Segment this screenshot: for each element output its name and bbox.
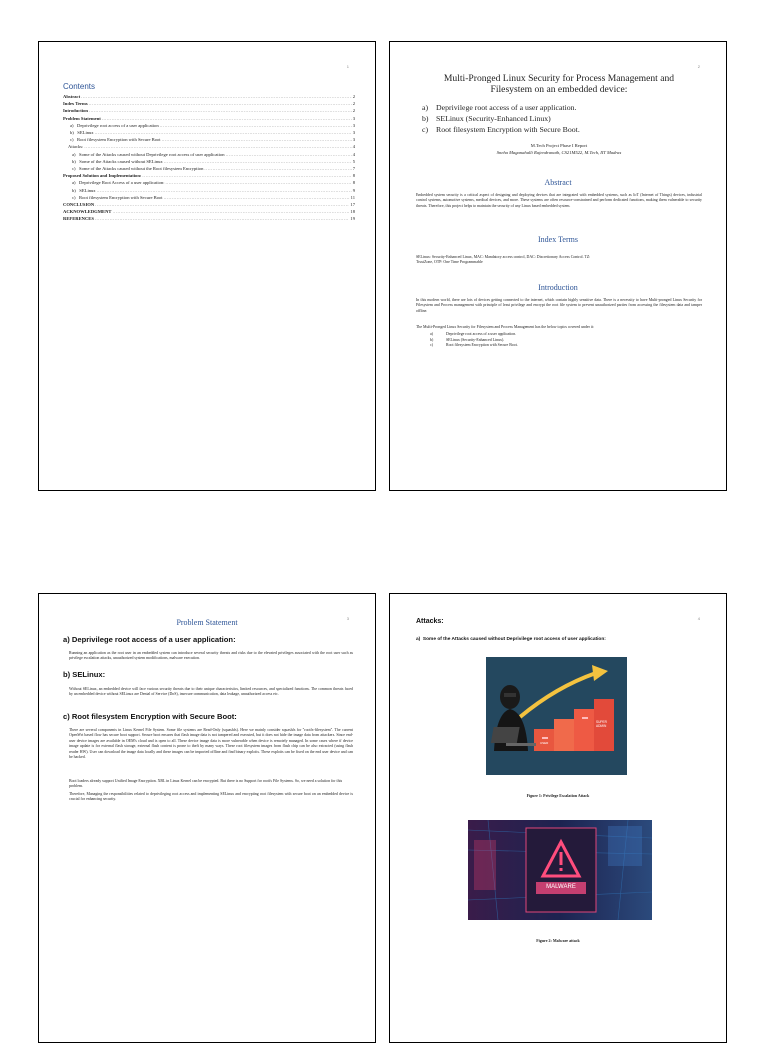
figure-label-admin-text: ADMIN — [596, 724, 607, 728]
introduction-para-1: In this modern world, there are lots of devices getting connected to the internet, which contain highly sensitive data. There is a necessity to have Multi-pronged Linux Security for Filesystem and Process management with principle of least privilege and encrypt the root file system to prevent unauthorized parties from accessing the filesystem data and tamper offline. — [416, 298, 702, 313]
section-c-title: c) Root filesystem Encryption with Secure Boot: — [63, 712, 237, 721]
toc-entry-page: 18 — [350, 209, 355, 215]
figure-1-caption: Figure 1: Privilege Escalation Attack — [526, 793, 590, 798]
list-text: SELinux (Security-Enhanced Linux) — [436, 114, 551, 123]
toc-entry-page: 3 — [352, 115, 355, 121]
toc-entry[interactable] — [63, 93, 355, 100]
list-marker: b) — [422, 114, 429, 123]
list-marker: b) — [430, 337, 434, 342]
introduction-heading: Introduction — [538, 283, 578, 292]
toc-entry-title: b) SELinux — [72, 187, 96, 193]
list-marker: c) — [430, 343, 434, 348]
index-terms-text: SELinux: Security-Enhanced Linux, MAC: Mandatory access control, DAC: Discretionary Access Control. TZ: TrustZone, OTP: One Time Programmable — [416, 255, 591, 265]
toc-leader-dots — [160, 122, 352, 129]
paper-title — [404, 73, 714, 95]
toc-entry[interactable] — [63, 158, 355, 165]
figure-label-admin — [596, 720, 607, 728]
list-item — [422, 102, 712, 113]
toc-entry-page: 4 — [352, 151, 355, 157]
toc-entry-title: Problem Statement — [63, 115, 101, 121]
toc-entry[interactable] — [63, 187, 355, 194]
list-item — [422, 113, 712, 124]
toc-leader-dots — [164, 194, 350, 201]
page-problem-statement — [38, 593, 376, 1043]
toc-entry[interactable] — [63, 136, 355, 143]
list-text: Root filesystem Encryption with Secure Boot. — [446, 343, 518, 348]
figure-2-caption: Figure 2: Malware attack — [536, 938, 580, 943]
toc-leader-dots — [204, 165, 351, 172]
toc-entry-title: a) Deprivilege root access of a user application — [70, 122, 159, 128]
toc-entry-title: c) Some of the Attacks caused without the Root filesystem Encryption — [72, 166, 204, 172]
toc-entry-page: 5 — [352, 158, 355, 164]
toc-entry-page: 17 — [350, 202, 355, 208]
toc-entry[interactable] — [63, 151, 355, 158]
toc-entry-title: c) Root filesystem Encryption with Secure Boot — [70, 137, 161, 143]
author-line: Sneha Maganahalli Rajendranath, CS21M522, M.Tech, IIT Madras — [496, 149, 622, 155]
problem-statement-heading: Problem Statement — [176, 618, 238, 627]
malware-label: MALWARE — [546, 884, 576, 890]
introduction-para-2: The Multi-Pronged Linux Security for Filesystem and Process Management has the below topics covered under it: — [416, 325, 595, 329]
toc-entry[interactable] — [63, 172, 355, 179]
toc-leader-dots — [84, 143, 351, 150]
page-number: 2 — [697, 64, 700, 69]
toc-entry-title: c) Root filesystem Encryption with Secure Boot — [72, 194, 163, 200]
toc-leader-dots — [97, 187, 352, 194]
section-a-text: Running an application as the root user in an embedded system can introduce several security threats and risks due to the elevated privileges associated with the root user such as privilege escalation attacks, unauthorized system modifications, malware execution. — [69, 651, 353, 661]
toc-entry-page: 3 — [352, 130, 355, 136]
toc-entry[interactable] — [63, 143, 355, 150]
list-marker: c) — [422, 125, 429, 134]
toc-entry[interactable] — [63, 129, 355, 136]
toc-entry[interactable] — [63, 115, 355, 122]
list-text: Root filesystem Encryption with Secure Boot. — [436, 125, 580, 134]
toc-title: Contents — [63, 82, 96, 91]
page-title-abstract — [389, 41, 727, 491]
page-number: 4 — [697, 616, 700, 621]
list-text: SELinux (Security-Enhanced Linux). — [446, 337, 505, 342]
introduction-list — [430, 332, 518, 349]
toc-entry-page: 8 — [352, 180, 355, 186]
malware-illustration — [468, 820, 652, 920]
toc-entry[interactable] — [63, 100, 355, 107]
toc-entry-title: a) Some of the Attacks caused without Deprivilege root access of user application — [72, 151, 225, 157]
toc-leader-dots — [162, 136, 352, 143]
attacks-heading: Attacks: — [416, 618, 444, 625]
toc-entry-page: 9 — [352, 187, 355, 193]
toc-leader-dots — [226, 151, 352, 158]
toc-leader-dots — [164, 158, 352, 165]
toc-entry-title: Index Terms — [63, 101, 88, 107]
toc-entry-page: 3 — [352, 122, 355, 128]
privilege-escalation-illustration — [486, 657, 627, 775]
list-marker: a) — [422, 103, 429, 112]
toc-entry-title: b) Some of the Attacks caused without SELinux — [72, 158, 163, 164]
toc-entry[interactable] — [63, 165, 355, 172]
list-text: Deprivilege root access of a user application. — [436, 103, 577, 112]
toc-entry-page: 2 — [352, 101, 355, 107]
section-c-para-3: Therefore, Managing the responsibilities related to deprivileging root access and implementing SELinux and encrypting root filesystem with secure boot on an embedded device is crucial for enhancing security. — [69, 792, 353, 802]
table-of-contents — [63, 82, 355, 223]
section-a-title: a) Deprivilege root access of a user application: — [63, 635, 236, 644]
page-contents — [38, 41, 376, 491]
toc-entry[interactable] — [63, 208, 355, 215]
toc-entry-page: 19 — [350, 216, 355, 222]
toc-entry-page: 7 — [352, 166, 355, 172]
toc-leader-dots — [81, 93, 352, 100]
paper-title-line1: Multi-Pronged Linux Security for Process Management and — [443, 73, 675, 84]
section-c-para-2: Boot loaders already support Unified Image Encryption. XBL in Linux Kernel can be encrypted. But there is no Support for rootfs File Systems. So, we need a solution for this problem. — [69, 779, 343, 789]
toc-entry-page: 8 — [352, 173, 355, 179]
toc-leader-dots — [165, 179, 351, 186]
toc-entry-page: 11 — [350, 194, 355, 200]
malware-figure — [468, 820, 652, 920]
toc-leader-dots — [89, 107, 352, 114]
page-attacks — [389, 593, 727, 1043]
section-c-para-1: There are several components in Linux Kernel File System. Some file systems are Read-Only (squashfs). Here we mainly consider squashfs for "rootfs-filesystem". The current OpenWrt based flow has secure boot support. Secure boot ensures that flash image data is not tampered and executed, but it does not hide the image data from attackers. Since end-user device images are available in OEM's cloud and is open to all. These device image data is more vulnerable when device is remotely managed. In some cases where if device image update is for external flash storage, external flash content is prone to theft by many ways. These root filesystem images from flash chip can be also extracted (using flash reader HW). User can download the image data locally and these images can be imported offline and find binary exploits. These exploits can be fixed on the end user device and can be hacked. — [69, 728, 353, 760]
toc-entry-page: 4 — [352, 144, 355, 150]
toc-entry-page: 2 — [352, 94, 355, 99]
toc-entry-page: 2 — [352, 108, 355, 114]
toc-leader-dots — [142, 172, 351, 179]
privilege-escalation-figure — [486, 657, 627, 775]
list-item — [422, 124, 712, 135]
toc-leader-dots — [102, 115, 352, 122]
author-block — [400, 143, 718, 156]
toc-entry[interactable] — [63, 179, 355, 186]
section-b-title: b) SELinux: — [63, 670, 106, 679]
report-line: M.Tech Project Phase I Report — [530, 143, 588, 148]
attacks-subheading: a) Some of the Attacks caused without Deprivilege root access of user application: — [416, 637, 606, 642]
toc-entry-title: b) SELinux — [70, 130, 94, 136]
toc-entry-page: 3 — [352, 137, 355, 143]
toc-entry-title: a) Deprivilege Root Access of a user application: — [72, 180, 165, 186]
index-terms-heading: Index Terms — [538, 235, 578, 244]
toc-entry[interactable] — [63, 215, 355, 222]
page-number: 3 — [346, 616, 349, 621]
toc-leader-dots — [89, 100, 352, 107]
toc-list — [63, 93, 355, 223]
toc-leader-dots — [113, 208, 350, 215]
toc-entry[interactable] — [63, 194, 355, 201]
toc-leader-dots — [95, 201, 349, 208]
topic-list — [422, 102, 712, 135]
list-item — [430, 343, 518, 349]
toc-leader-dots — [95, 129, 352, 136]
figure-label-user: USER — [540, 741, 549, 745]
toc-entry-title: Abstract — [63, 94, 81, 99]
list-text: Deprivilege root access of a user application. — [446, 332, 517, 336]
page-number: 1 — [346, 64, 349, 69]
list-marker: a) — [430, 332, 434, 336]
toc-entry[interactable] — [63, 201, 355, 208]
abstract-heading: Abstract — [544, 178, 572, 187]
toc-leader-dots — [95, 215, 350, 222]
toc-entry[interactable] — [63, 122, 355, 129]
toc-entry-title: REFERENCES — [63, 216, 94, 222]
toc-entry-title: CONCLUSION — [63, 202, 95, 208]
toc-entry-title: Introduction — [63, 108, 88, 114]
abstract-text: Embedded system security is a critical aspect of designing and deploying devices that are integrated with embedded systems, such as IoT (Internet of Things) devices, industrial control systems, automotive systems, medical devices, and more. These systems are often resource-constrained and perform dedicated functions, making them vulnerable to security threats. Therefore, this project helps to maintain the security of any Linux based embedded system. — [416, 193, 702, 208]
toc-entry[interactable] — [63, 107, 355, 114]
paper-title-line2: Filesystem on an embedded device: — [490, 84, 628, 95]
section-b-text: Without SELinux, an embedded device will face various security threats due to their unique characteristics, limited resources, and specialized functions. The common threats faced by an embedded device without SELinux are Denial of Service (DoS), insecure communication, data leakage, unauthorized access etc. — [69, 687, 353, 697]
toc-entry-title: Proposed Solution and Implementation: — [63, 173, 142, 179]
toc-entry-title: Attacks: — [68, 144, 84, 150]
figure-label-super: SUPER — [596, 720, 607, 724]
toc-entry-title: ACKNOWLEDGMENT — [63, 209, 112, 215]
